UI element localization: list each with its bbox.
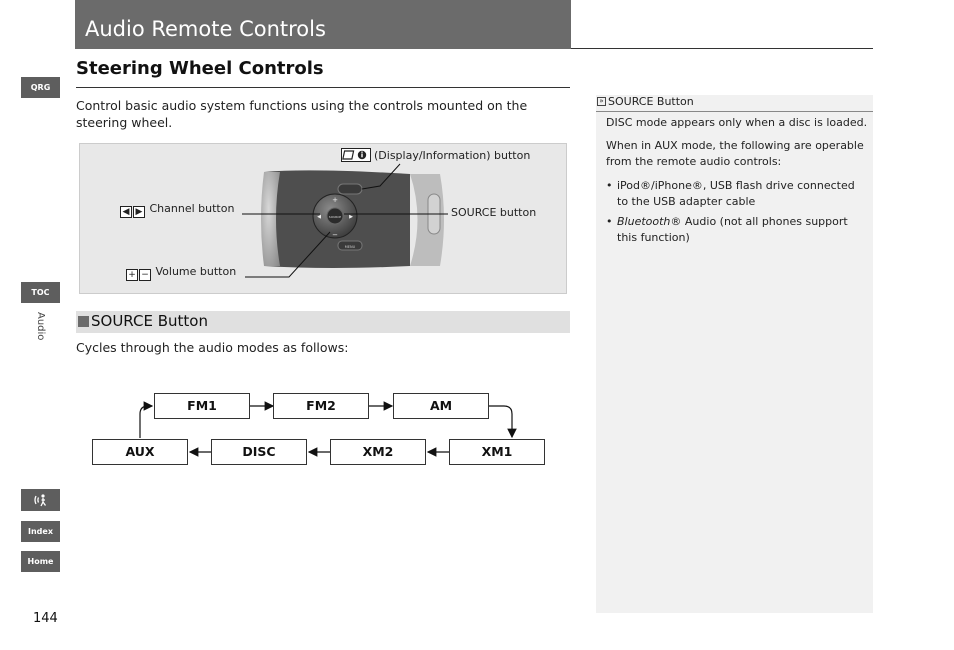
sidebar-list-item-bluetooth: • Bluetooth® Audio (not all phones support this function) [606,215,848,244]
cross-reference-icon: » [597,97,606,106]
intro-text: Control basic audio system functions using the controls mounted on the steering wheel. [76,98,528,130]
volume-up-key: + [126,269,138,281]
volume-button-text: Volume button [155,265,237,278]
sidebar-list-text: ® Audio (not all phones support this function) [617,215,848,244]
mode-box-disc: DISC [211,439,307,465]
toc-button[interactable]: TOC [21,282,60,303]
svg-text:MENU: MENU [344,245,356,249]
subsection-title: SOURCE Button [91,312,208,330]
sidebar-head-text: SOURCE Button [608,95,694,108]
index-button[interactable]: Index [21,521,60,542]
sidebar-note-aux: When in AUX mode, the following are operable from the remote audio controls: [606,139,864,168]
sidebar-head[interactable] [596,95,873,112]
volume-down-key: − [139,269,151,281]
page-number: 144 [33,611,58,626]
mode-box-fm1: FM1 [154,393,250,419]
svg-text:▶: ▶ [349,214,353,220]
mode-box-fm2: FM2 [273,393,369,419]
notes-sidebar [596,95,873,613]
svg-text:SOURCE: SOURCE [328,215,342,219]
channel-next-key: ▶ [133,206,145,218]
arrow-aux-fm1 [140,406,152,438]
channel-button-text: Channel button [149,202,235,215]
svg-text:+: + [332,196,338,204]
section-title: Steering Wheel Controls [76,58,324,79]
sidebar-note-disc: DISC mode appears only when a disc is loaded. [606,116,868,129]
qrg-button[interactable]: QRG [21,77,60,98]
channel-prev-key: ◀ [120,206,132,218]
mode-box-am: AM [393,393,489,419]
chapter-label: Audio [35,312,46,341]
arrow-am-xm1 [489,406,512,437]
home-button[interactable]: Home [21,551,60,572]
source-button-label: SOURCE button [451,206,537,219]
sidebar-list-item-ipod: • iPod®/iPhone®, USB flash drive connected to the USB adapter cable [606,179,855,208]
cycles-text: Cycles through the audio modes as follows: [76,340,349,355]
svg-text:◀: ◀ [317,214,321,220]
page-title: Audio Remote Controls [85,17,326,41]
mode-box-xm2: XM2 [330,439,426,465]
display-info-text: (Display/Information) button [374,149,531,162]
svg-text:−: − [332,231,338,239]
sidebar-list-text: iPod®/iPhone®, USB flash drive connected to the USB adapter cable [617,179,855,208]
bluetooth-term: Bluetooth [617,215,671,228]
mode-box-xm1: XM1 [449,439,545,465]
mode-box-aux: AUX [92,439,188,465]
